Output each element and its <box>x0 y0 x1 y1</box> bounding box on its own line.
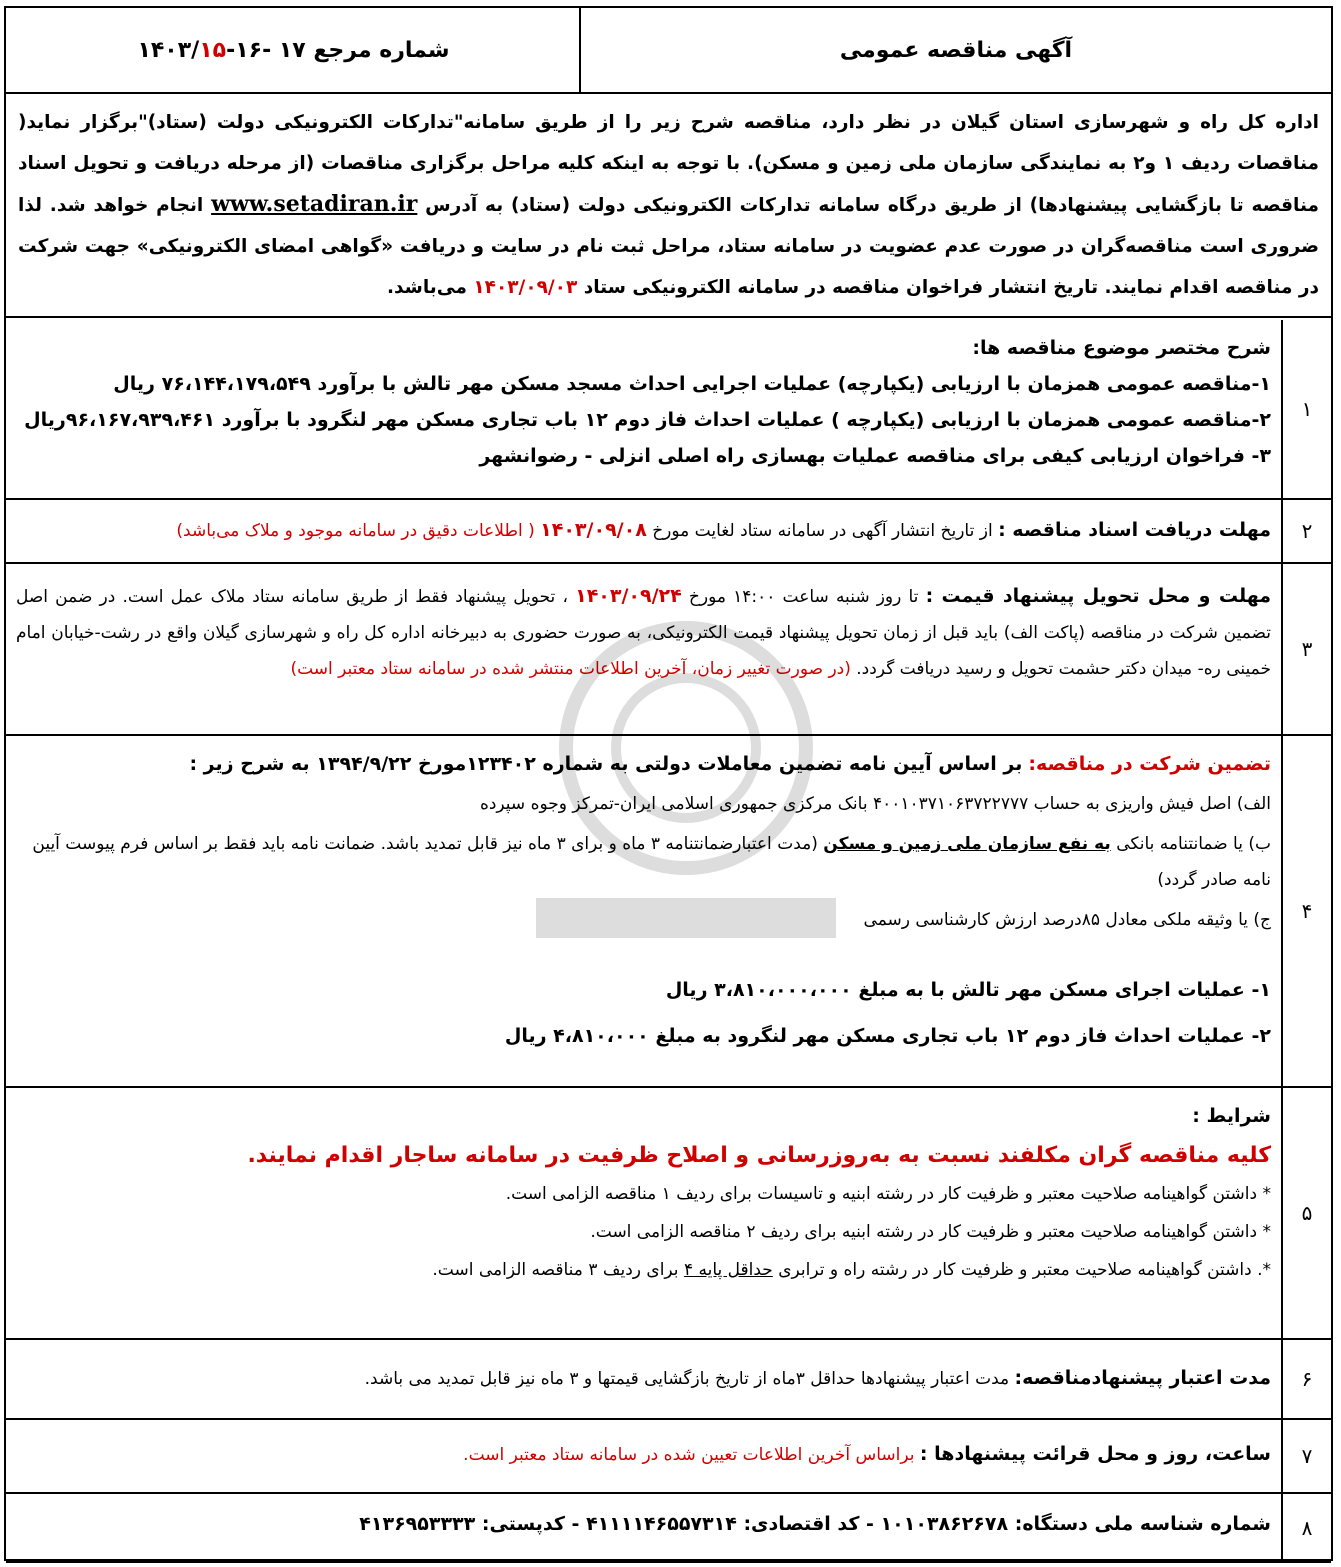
deadline-date: ۱۴۰۳/۰۹/۰۸ <box>540 519 647 541</box>
tender-notice <box>4 6 1333 1561</box>
row-number: ۳ <box>1281 564 1331 734</box>
intro-paragraph <box>6 94 1331 318</box>
row-content <box>16 1340 1271 1418</box>
row-1 <box>6 320 1331 500</box>
row-number: ۴ <box>1281 736 1331 1086</box>
ref-label: شماره مرجع <box>313 37 450 63</box>
condition-3-grade: حداقل پایه ۴ <box>683 1260 773 1280</box>
row-text: مدت اعتبار پیشنهادها حداقل ۳ماه از تاریخ بازگشایی قیمتها و ۳ ماه نیز قابل تمدید می باشد. <box>364 1369 1010 1389</box>
guarantee-c: ج) یا وثیقه ملکی معادل ۸۵درصد ارزش کارشناسی رسمی <box>863 910 1271 930</box>
guarantee-amount-1: ۱- عملیات اجرای مسکن مهر تالش با به مبلغ ۳،۸۱۰،۰۰۰،۰۰۰ ریال <box>665 979 1271 1001</box>
row-heading: بر اساس آیین نامه تضمین معاملات دولتی به شماره ۱۲۳۴۰۲مورخ ۱۳۹۴/۹/۲۲ به شرح زیر : <box>189 753 1023 775</box>
row-content <box>16 1420 1271 1492</box>
condition-1: * داشتن گواهینامه صلاحیت معتبر و ظرفیت کار در رشته ابنیه و تاسیسات برای ردیف ۱ مناقصه الزامی است. <box>505 1184 1271 1204</box>
condition-2: * داشتن گواهینامه صلاحیت معتبر و ظرفیت کار در رشته ابنیه برای ردیف ۲ مناقصه الزامی است. <box>590 1222 1271 1242</box>
row-note: ( اطلاعات دقیق در سامانه موجود و ملاک می‌باشد) <box>176 521 535 541</box>
intro-part3: می‌باشد. <box>386 277 467 298</box>
row-content <box>16 564 1271 734</box>
setad-url[interactable]: www.setadiran.ir <box>211 191 418 217</box>
row-heading: شرایط : <box>1192 1105 1271 1127</box>
tender-item-1: ۱-مناقصه عمومی همزمان با ارزیابی (یکپارچه) عملیات اجرایی احداث مسجد مسکن مهر تالش با برآورد ۷۶،۱۴۴،۱۷۹،۵۴۹ ریال <box>113 373 1271 395</box>
row-content <box>16 500 1271 562</box>
guarantee-b-bold: به نفع سازمان ملی زمین و مسکن <box>823 834 1111 854</box>
row-number: ۸ <box>1281 1494 1331 1561</box>
row-2 <box>6 500 1331 564</box>
guarantee-a: الف) اصل فیش واریزی به حساب ۴۰۰۱۰۳۷۱۰۶۳۷۲۲۷۷۷ بانک مرکزی جمهوری اسلامی ایران-تمرکز وجوه سپرده <box>479 794 1271 814</box>
intro-part1: اداره کل راه و شهرسازی استان گیلان در نظر دارد، مناقصه شرح زیر را از طریق سامانه"تدارکات الکترونیکی دولت (ستاد)"برگزار نماید( مناقصات ردیف ۱ و۲ به نمایندگی سازمان ملی زمین و مسکن). با توجه به اینکه کلیه مراحل برگزاری مناقصات (از مرحله دریافت و تحویل اسناد مناقصه تا بازگشایی پیشنهادها) از طریق درگاه سامانه تدارکات الکترونیکی دولت (ستاد) به آدرس <box>18 112 1319 216</box>
row-6 <box>6 1340 1331 1420</box>
row-text: براساس آخرین اطلاعات تعیین شده در سامانه ستاد معتبر است. <box>463 1445 915 1465</box>
row-4 <box>6 736 1331 1088</box>
row-number: ۵ <box>1281 1088 1331 1338</box>
row-label: مدت اعتبار پیشنهادمناقصه: <box>1014 1367 1271 1389</box>
reference-number <box>6 8 581 92</box>
row-content <box>16 1088 1271 1338</box>
ref-number-red: ۱۵ <box>199 37 227 63</box>
row-number: ۶ <box>1281 1340 1331 1418</box>
row-note: (در صورت تغییر زمان، آخرین اطلاعات منتشر شده در سامانه ستاد معتبر است) <box>290 659 851 679</box>
ref-number: ۱۷ -۱۶- <box>226 37 306 63</box>
row-7 <box>6 1420 1331 1494</box>
row-heading: شرح مختصر موضوع مناقصه ها: <box>972 337 1271 359</box>
row-content <box>16 320 1271 498</box>
sajar-notice: کلیه مناقصه گران مکلفند نسبت به به‌روزرسانی و اصلاح ظرفیت در سامانه ساجار اقدام نمایند. <box>247 1143 1271 1168</box>
condition-3-post: برای ردیف ۳ مناقصه الزامی است. <box>432 1260 679 1280</box>
row-5 <box>6 1088 1331 1340</box>
row-number: ۱ <box>1281 320 1331 498</box>
guarantee-amount-2: ۲- عملیات احداث فاز دوم ۱۲ باب تجاری مسکن مهر لنگرود به مبلغ ۴،۸۱۰،۰۰۰ ریال <box>504 1025 1271 1047</box>
notice-header <box>6 8 1331 94</box>
row-text-2: ، تحویل پیشنهاد فقط از طریق سامانه ستاد ملاک عمل است. در ضمن اصل تضمین شرکت در مناقصه (پاکت الف) باید قبل از زمان تحویل پیشنهاد قیمت الکترونیکی، به صورت حضوری به دبیرخانه اداره کل راه و شهرسازی گیلان واقع در رشت-خیابان امام خمینی ره- میدان دکتر حشمت تحویل و رسید دریافت گردد. <box>16 587 1271 679</box>
row-text-1: تا روز شنبه ساعت ۱۴:۰۰ مورخ <box>688 587 919 607</box>
condition-3-pre: *. داشتن گواهینامه صلاحیت معتبر و ظرفیت کار در رشته راه و ترابری <box>778 1260 1271 1280</box>
row-content <box>16 1494 1271 1561</box>
organization-ids: شماره شناسه ملی دستگاه: ۱۰۱۰۳۸۶۲۶۷۸ - کد اقتصادی: ۴۱۱۱۱۴۶۵۵۷۳۱۴ - کدپستی: ۴۱۳۶۹۵۳۳۳۳ <box>359 1513 1271 1535</box>
guarantee-b-post: (مدت اعتبارضمانتنامه ۳ ماه و برای ۳ ماه نیز قابل تمدید باشد. ضمانت نامه باید فقط بر اساس فرم پیوست آیین نامه صادر گردد) <box>32 834 1271 890</box>
row-label: مهلت و محل تحویل پیشنهاد قیمت : <box>925 585 1272 607</box>
guarantee-b <box>16 826 1271 898</box>
row-3 <box>6 564 1331 736</box>
submission-date: ۱۴۰۳/۰۹/۲۴ <box>575 585 682 607</box>
row-label: ساعت، روز و محل قرائت پیشنهادها : <box>919 1443 1271 1465</box>
intro-part2: انجام خواهد شد. لذا ضروری است مناقصه‌گران در صورت عدم عضویت در سامانه ستاد، مراحل ثبت نام در سایت و دریافت «گواهی امضای الکترونیکی» جهت شرکت در مناقصه اقدام نمایند. تاریخ انتشار فراخوان مناقصه در سامانه الکترونیکی ستاد <box>18 195 1319 298</box>
tender-item-2: ۲-مناقصه عمومی همزمان با ارزیابی (یکپارچه ) عملیات احداث فاز دوم ۱۲ باب تجاری مسکن مهر لنگرود با برآورد ۹۶،۱۶۷،۹۳۹،۴۶۱ریال <box>24 409 1271 431</box>
row-label: مهلت دریافت اسناد مناقصه : <box>998 519 1271 541</box>
row-number: ۷ <box>1281 1420 1331 1492</box>
tender-item-3: ۳- فراخوان ارزیابی کیفی برای مناقصه عملیات بهسازی راه اصلی انزلی - رضوانشهر <box>479 445 1271 467</box>
row-content <box>16 736 1271 1086</box>
guarantee-b-pre: ب) یا ضمانتنامه بانکی <box>1116 834 1271 854</box>
row-text: از تاریخ انتشار آگهی در سامانه ستاد لغایت مورخ <box>652 521 993 541</box>
ref-number-end: /۱۴۰۳ <box>137 37 200 63</box>
row-number: ۲ <box>1281 500 1331 562</box>
row-label: تضمین شرکت در مناقصه: <box>1028 753 1271 775</box>
condition-3 <box>16 1252 1271 1288</box>
row-8 <box>6 1494 1331 1563</box>
publish-date: ۱۴۰۳/۰۹/۰۳ <box>473 277 578 298</box>
notice-title: آگهی مناقصه عمومی <box>579 8 1331 92</box>
